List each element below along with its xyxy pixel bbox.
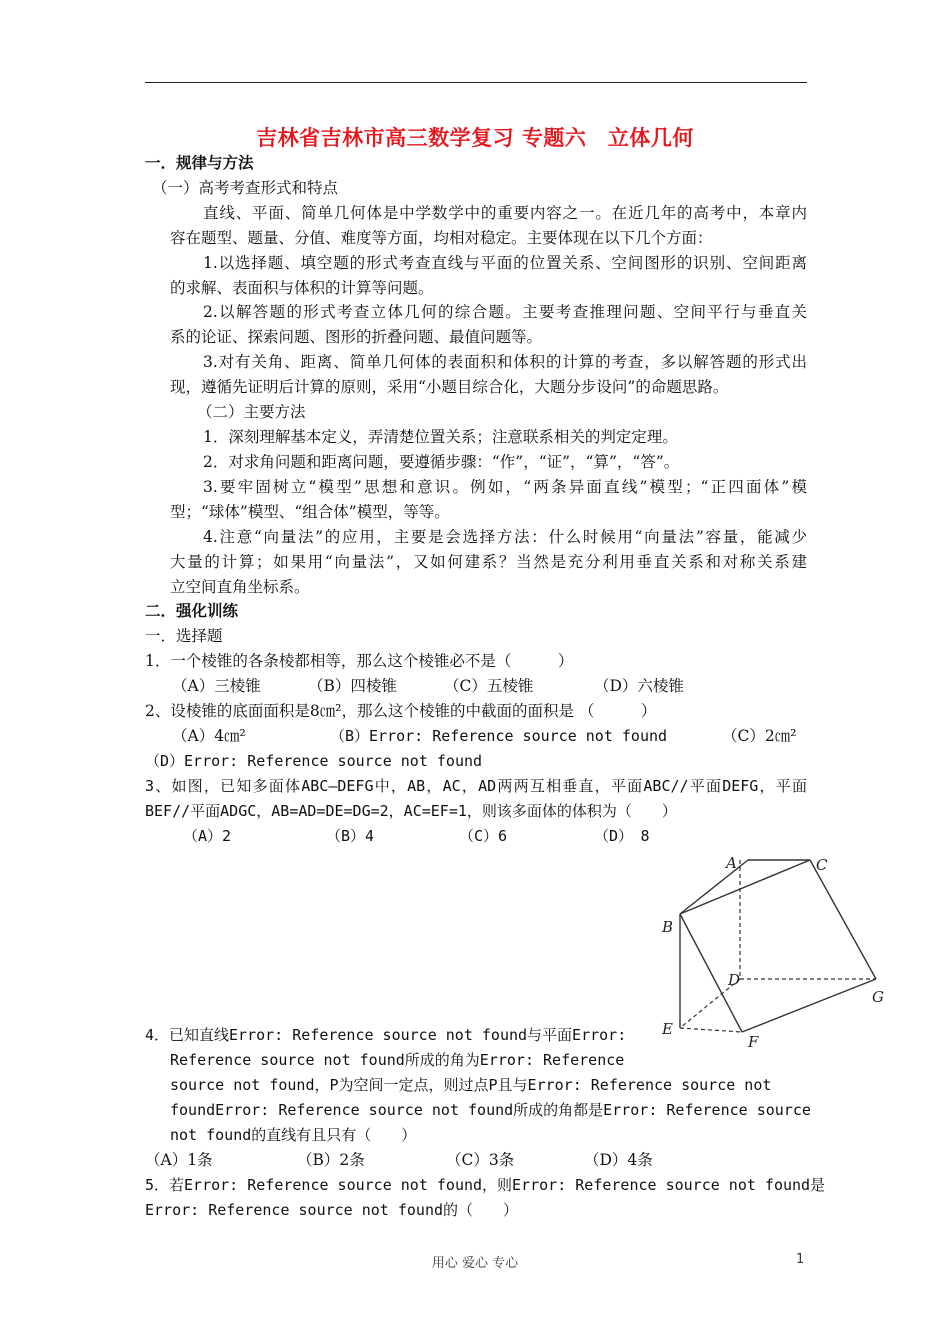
edge-cg [810,860,876,979]
item3-line2: 现，遵循先证明后计算的原则，采用“小题目综合化，大题分步设问”的命题思路。 [170,378,729,396]
method3-line1: 3.要牢固树立“模型”思想和意识。例如，“两条异面直线”模型；“正四面体”模 [203,478,807,496]
item1-line1: 1.以选择题、填空题的形式考查直线与平面的位置关系、空间图形的识别、空间距离 [203,254,807,272]
item2-line2: 系的论证、探索问题、图形的折叠问题、最值问题等。 [170,328,543,346]
q2-option-c: （C）2㎝² [722,727,797,745]
label-g: G [872,988,884,1006]
method1: 1．深刻理解基本定义，弄清楚位置关系；注意联系相关的判定定理。 [203,428,678,446]
q3-option-d: （D） 8 [594,827,650,845]
q3-option-a: （A）2 [183,827,232,845]
label-b: B [662,918,674,936]
method3-line2: 型；“球体”模型、“组合体”模型，等等。 [170,503,450,521]
label-c: C [816,856,828,874]
method2: 2．对求角问题和距离问题，要遵循步骤：“作”，“证”，“算”，“答”。 [203,453,680,471]
method4-line2: 大量的计算；如果用“向量法”，又如何建系？当然是充分利用垂直关系和对称关系建 [170,553,807,571]
multiple-choice-heading: 一．选择题 [145,627,223,645]
question4-line1: 4．已知直线Error: Reference source not found与平面Error: [145,1026,627,1044]
subheading-methods: （二）主要方法 [197,403,306,421]
q4-option-a: （A）1条 [145,1151,213,1169]
item3-line1: 3.对有关角、距离、简单几何体的表面积和体积的计算的考查，多以解答题的形式出 [203,353,807,371]
label-f: F [748,1033,759,1048]
label-d: D [728,971,741,989]
footer-motto: 用心 爱心 专心 [431,1256,519,1271]
section2-heading: 二．强化训练 [145,602,239,620]
q3-option-c: （C）6 [459,827,508,845]
label-e: E [662,1020,673,1038]
q2-option-b: （B）Error: Reference source not found [330,727,668,745]
q3-option-b: （B）4 [326,827,375,845]
edge-ef-hidden [680,1028,742,1032]
polyhedron-figure [660,848,896,1048]
q1-option-a: （A）三棱锥 [172,677,261,695]
edge-bc [680,860,810,914]
q1-option-b: （B）四棱锥 [308,677,397,695]
q4-option-c: （C）3条 [446,1151,515,1169]
question5-line2: Error: Reference source not found的（ ） [145,1201,519,1219]
question4-line3: source not found，P为空间一定点，则过点P且与Error: Reference source not [170,1076,772,1094]
q2-option-a: （A）4㎝² [172,727,246,745]
subheading-form: （一）高考考查形式和特点 [152,179,339,197]
item2-line1: 2.以解答题的形式考查立体几何的综合题。主要考查推理问题、空间平行与垂直关 [203,303,807,321]
q4-option-d: （D）4条 [584,1151,653,1169]
question5-line1: 5．若Error: Reference source not found，则Error: Reference source not found是 [145,1176,826,1194]
question4-line5: not found的直线有且只有（ ） [170,1126,417,1144]
question3-line1: 3、如图，已知多面体ABC—DEFG中，AB，AC，AD两两互相垂直，平面ABC//平面DEFG，平面 [145,777,807,795]
method4-line3: 立空间直角坐标系。 [170,578,310,596]
q1-option-c: （C）五棱锥 [444,677,534,695]
header-rule [145,82,807,83]
edge-ab [680,860,748,914]
item1-line2: 的求解、表面积与体积的计算等问题。 [170,279,434,297]
paragraph-intro-line2: 容在题型、题量、分值、难度等方面，均相对稳定。主要体现在以下几个方面： [170,229,713,247]
paragraph-intro-line1: 直线、平面、简单几何体是中学数学中的重要内容之一。在近几年的高考中，本章内 [203,204,807,222]
question4-line2: Reference source not found所成的角为Error: Reference [170,1051,625,1069]
question3-line2: BEF//平面ADGC，AB=AD=DE=DG=2，AC=EF=1，则该多面体的体积为（ ） [145,802,677,820]
question2: 2、设棱锥的底面面积是8㎝²，那么这个棱锥的中截面的面积是 （ ） [145,702,657,720]
page-number: 1 [796,1252,805,1267]
document-title: 吉林省吉林市高三数学复习 专题六 立体几何 [256,126,694,150]
q4-option-b: （B）2条 [297,1151,365,1169]
method4-line1: 4.注意“向量法”的应用，主要是会选择方法：什么时候用“向量法”容量，能减少 [203,528,807,546]
question1: 1．一个棱锥的各条棱都相等，那么这个棱锥必不是（ ） [145,652,574,670]
q2-option-d: （D）Error: Reference source not found [145,752,483,770]
question4-line4: foundError: Reference source not found所成的角都是Error: Reference source [170,1101,811,1119]
label-a: A [726,854,737,872]
edge-fg [742,979,876,1032]
section1-heading: 一．规律与方法 [145,154,254,172]
q1-option-d: （D）六棱锥 [594,677,684,695]
